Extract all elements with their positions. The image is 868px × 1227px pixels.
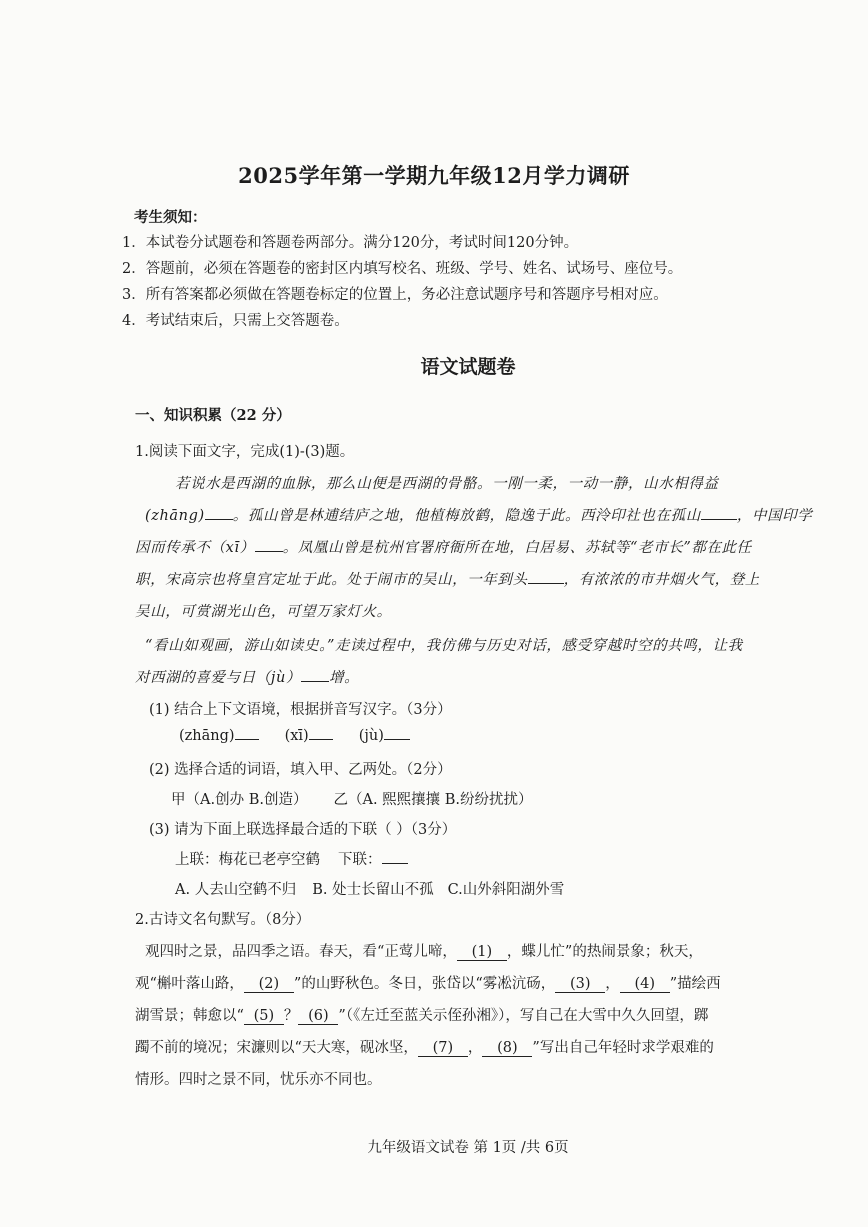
poem-line: 躅不前的境况；宋濂则以“天大寒，砚冰坚， (7) ， (8) ”写出自己年轻时求学艰难的 [135, 1040, 714, 1056]
subquestion-1-prompt: (1) 结合上下文语境，根据拼音写汉字。（3分） [149, 702, 452, 718]
candidate-notice [122, 206, 762, 334]
answer-blank [384, 739, 410, 740]
paper-title: 语文试题卷 [420, 356, 516, 378]
answer-blank: (6) [298, 1008, 338, 1025]
choice-yi: 乙（A. 熙熙攘攘 B.纷纷扰扰） [333, 792, 533, 808]
couplet-options [175, 878, 564, 899]
poem-line: 观“槲叶落山路， (2) ”的山野秋色。冬日，张岱以“雾凇沆砀， (3) ， (4) ”描绘西 [135, 976, 721, 992]
notice-item: 1．本试卷分试题卷和答题卷两部分。满分120分，考试时间120分钟。 [122, 235, 579, 251]
subquestion-2-prompt: (2) 选择合适的词语，填入甲、乙两处。（2分） [149, 762, 452, 778]
option-a: A. 人去山空鹤不归 [175, 882, 297, 898]
notice-item: 2．答题前，必须在答题卷的密封区内填写校名、班级、学号、姓名、试场号、座位号。 [122, 261, 683, 277]
notice-item: 3．所有答案都必须做在答题卷标定的位置上，务必注意试题序号和答题序号相对应。 [122, 287, 668, 303]
answer-blank [382, 863, 408, 864]
option-c: C.山外斜阳湖外雪 [447, 882, 565, 898]
poem-line: 情形。四时之景不同，忧乐亦不同也。 [135, 1072, 382, 1088]
answer-blank: (7) [418, 1040, 468, 1057]
passage-line: 吴山，可赏湖光山色，可望万家灯火。 [135, 604, 392, 620]
pinyin-answers: (zhāng) (xī) (jù) [179, 728, 410, 744]
notice-heading: 考生须知： [134, 209, 207, 226]
word-choices [171, 788, 533, 809]
section-heading: 一、知识积累（22 分） [135, 407, 291, 424]
passage-line: “看山如观画，游山如读史。”走读过程中，我仿佛与历史对话，感受穿越时空的共鸣，让我 [145, 638, 743, 654]
answer-blank [309, 739, 333, 740]
answer-blank [255, 551, 283, 552]
answer-blank: (8) [482, 1040, 532, 1057]
page-footer: 九年级语文试卷 第 1页 /共 6页 [367, 1140, 569, 1156]
upper-couplet: 上联：梅花已老亭空鹤 [175, 852, 320, 868]
choice-jia: 甲（A.创办 B.创造） [171, 792, 308, 808]
poem-line: 湖雪景；韩愈以“ (5) ？ (6) ”（《左迁至蓝关示侄孙湘》），写自己在大雪中久久回望，踯 [135, 1008, 709, 1024]
notice-item: 4．考试结束后，只需上交答题卷。 [122, 313, 349, 329]
answer-blank: (4) [620, 976, 670, 993]
answer-blank: (3) [555, 976, 605, 993]
passage-line: 因而传承不（xī） 。凤凰山曾是杭州官署府衙所在地，白居易、苏轼等“老市长”都在此任 [135, 540, 752, 556]
lower-couplet-label: 下联： [338, 852, 382, 868]
answer-blank [235, 739, 259, 740]
question-1-intro: 1.阅读下面文字，完成(1)-(3)题。 [135, 444, 355, 460]
passage-line: 职，宋高宗也将皇宫定址于此。处于闹市的吴山，一年到头 ，有浓浓的市井烟火气，登上 [135, 572, 760, 588]
subquestion-3-prompt: (3) 请为下面上联选择最合适的下联（ ）（3分） [149, 822, 457, 838]
answer-blank: (5) [244, 1008, 284, 1025]
question-2-intro: 2.古诗文名句默写。（8分） [135, 912, 311, 928]
answer-blank [205, 519, 233, 520]
poem-line: 观四时之景，品四季之语。春天，看“正莺儿啼， (1) ，蝶儿忙”的热闹景象；秋天， [145, 944, 703, 960]
option-b: B. 处士长留山不孤 [312, 882, 434, 898]
passage-line: 若说水是西湖的血脉，那么山便是西湖的骨骼。一刚一柔，一动一静，山水相得益 [175, 476, 719, 492]
passage-line: (zhāng) 。孤山曾是林逋结庐之地，他植梅放鹤，隐逸于此。西泠印社也在孤山 ，中国印学 [145, 508, 813, 524]
answer-blank-yi [528, 583, 564, 584]
exam-title: 2025学年第一学期九年级12月学力调研 [238, 163, 630, 188]
answer-blank [301, 681, 329, 682]
passage-line: 对西湖的喜爱与日（jù） 增。 [135, 670, 360, 686]
answer-blank: (2) [244, 976, 294, 993]
couplet [175, 848, 408, 869]
answer-blank: (1) [457, 944, 507, 961]
answer-blank-jia [701, 519, 737, 520]
